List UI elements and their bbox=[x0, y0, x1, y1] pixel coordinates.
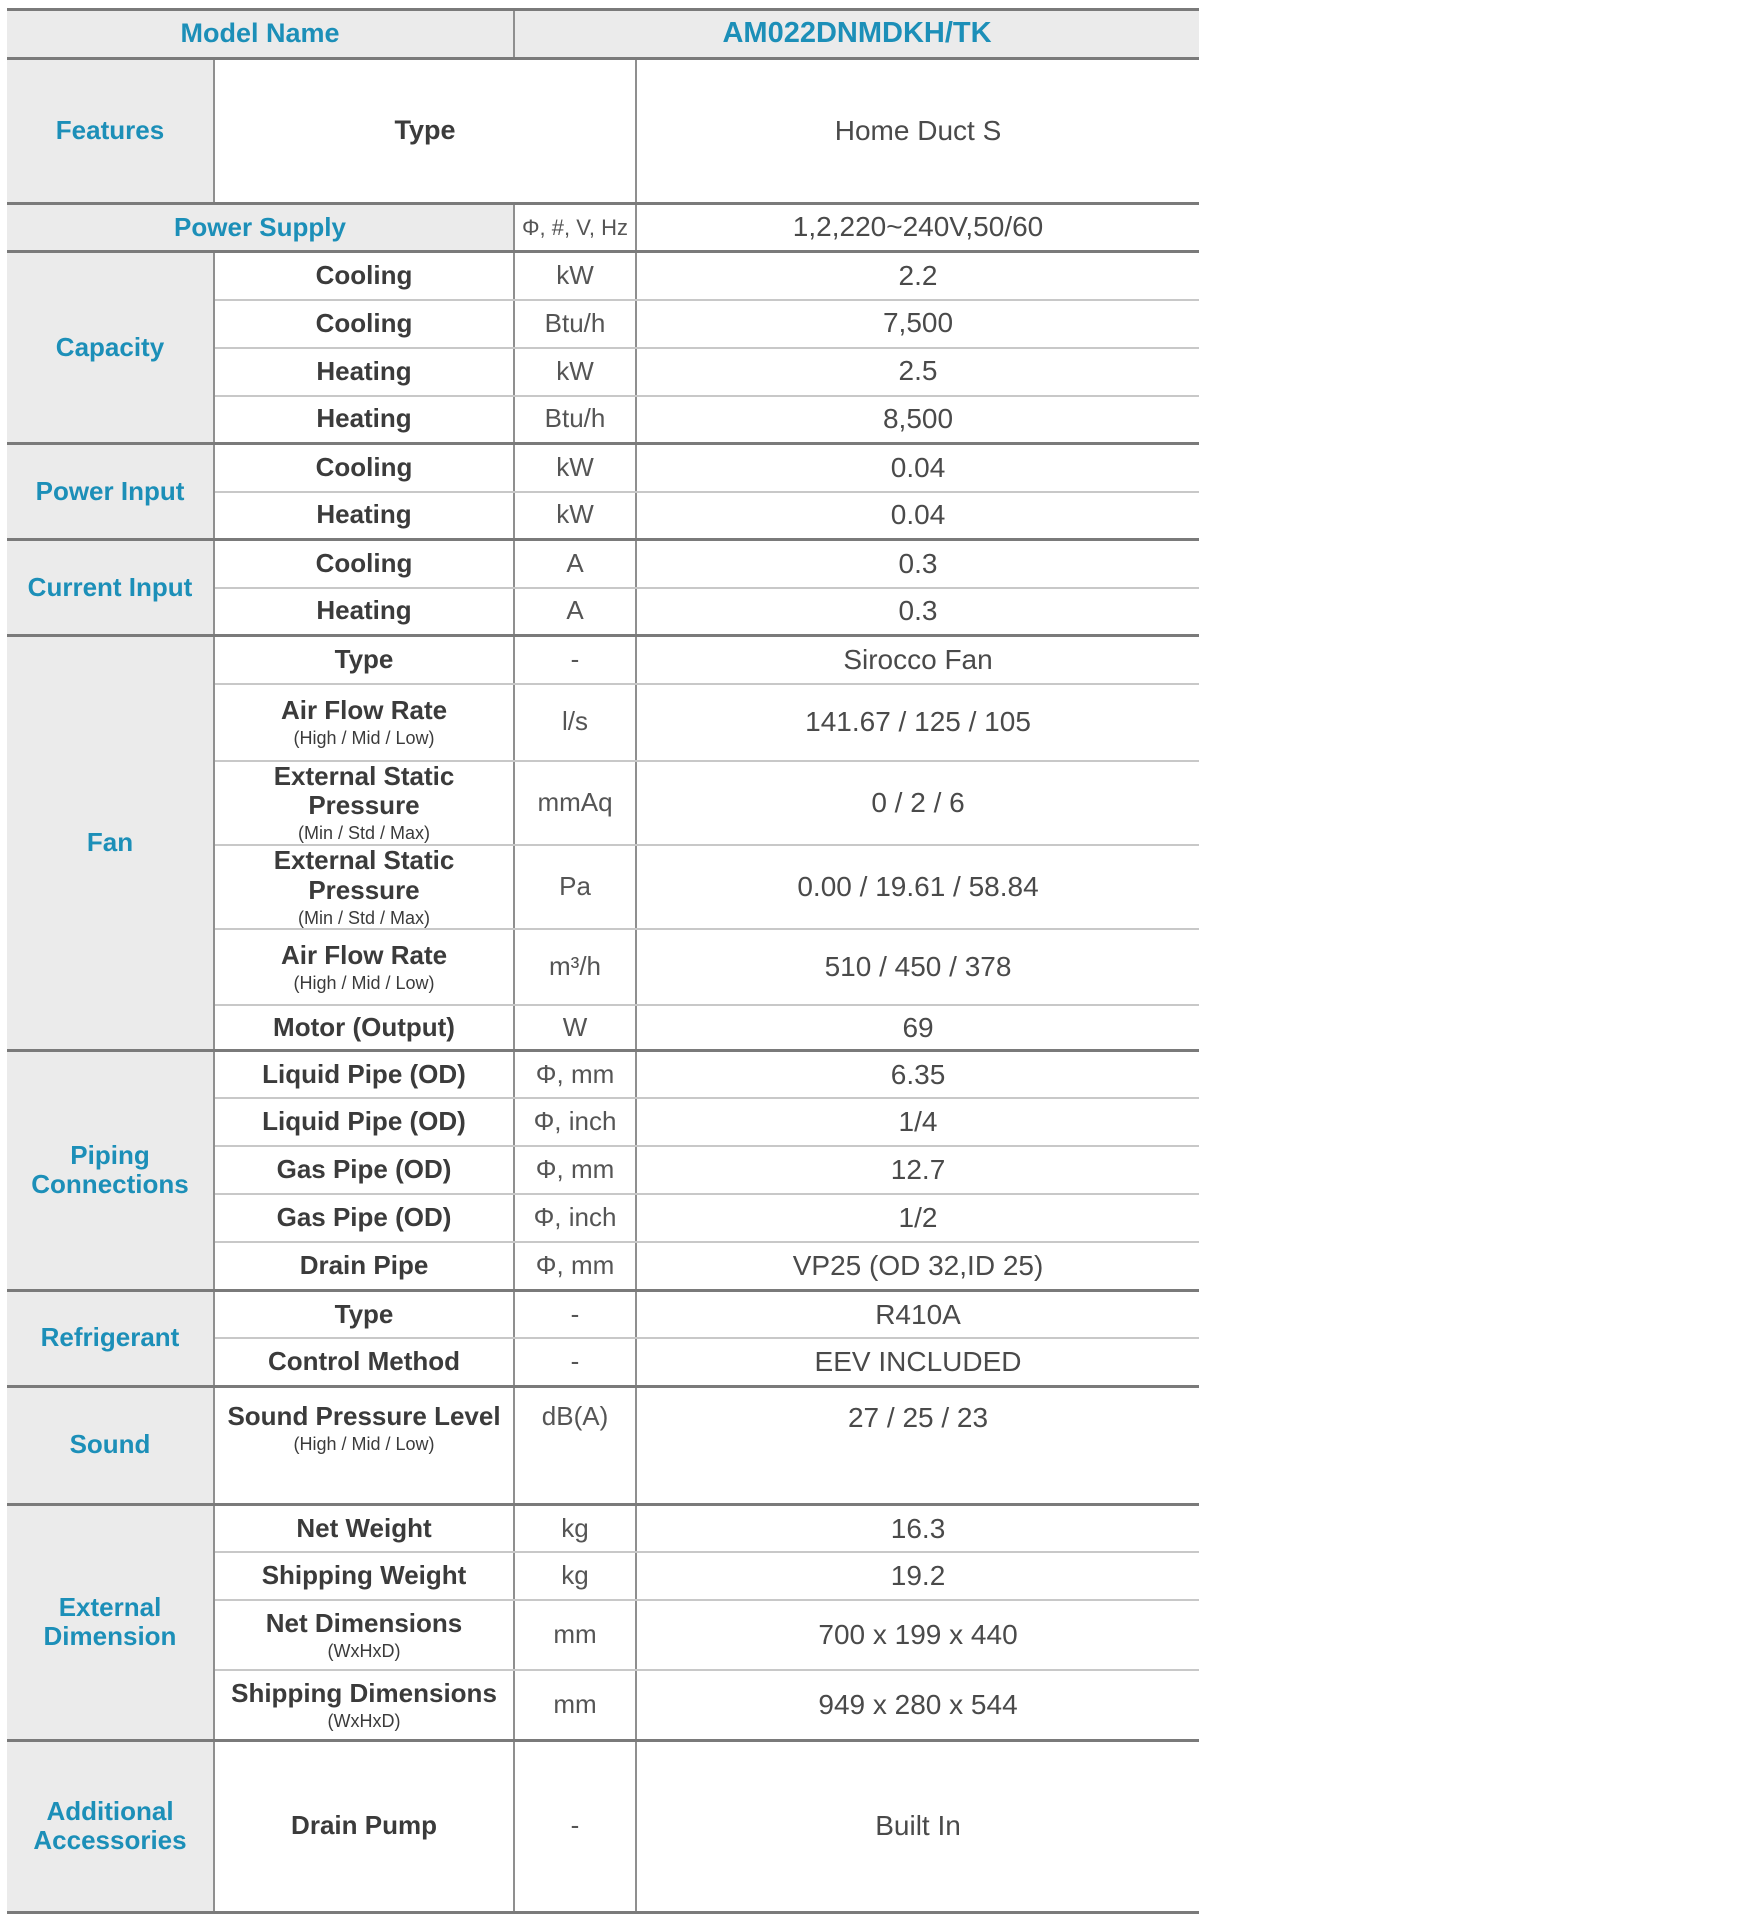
external-dimension-item-sub: (WxHxD) bbox=[327, 1641, 401, 1662]
current-input-unit: A bbox=[514, 540, 636, 588]
power-supply-row bbox=[7, 204, 1199, 252]
power-supply-value: 1,2,220~240V,50/60 bbox=[636, 204, 1199, 252]
fan-value: 141.67 / 125 / 105 bbox=[636, 684, 1199, 761]
external-dimension-item: Net Weight bbox=[214, 1504, 514, 1552]
power-input-value: 0.04 bbox=[636, 492, 1199, 540]
external-dimension-item-cell bbox=[214, 1670, 514, 1740]
current-input-item: Cooling bbox=[214, 540, 514, 588]
model-name-label: Model Name bbox=[7, 10, 514, 59]
sound-category: Sound bbox=[7, 1386, 214, 1504]
external-dimension-category bbox=[7, 1504, 214, 1740]
capacity-row bbox=[7, 252, 1199, 300]
external-dimension-item: Net Dimensions bbox=[265, 1608, 463, 1639]
fan-item-cell bbox=[214, 929, 514, 1005]
capacity-item: Heating bbox=[214, 348, 514, 396]
additional-accessories-category-line1: Additional bbox=[46, 1795, 174, 1826]
fan-item: External Static Pressure bbox=[273, 760, 455, 821]
power-input-unit: kW bbox=[514, 492, 636, 540]
fan-value: 0 / 2 / 6 bbox=[636, 761, 1199, 845]
external-dimension-unit: mm bbox=[514, 1670, 636, 1740]
current-input-unit: A bbox=[514, 588, 636, 636]
fan-value: Sirocco Fan bbox=[636, 636, 1199, 684]
piping-item: Drain Pipe bbox=[214, 1242, 514, 1290]
piping-row bbox=[7, 1050, 1199, 1098]
external-dimension-item: Shipping Dimensions bbox=[231, 1677, 497, 1708]
features-category: Features bbox=[7, 59, 214, 204]
external-dimension-item-cell bbox=[214, 1600, 514, 1670]
power-input-item: Heating bbox=[214, 492, 514, 540]
external-dimension-unit: kg bbox=[514, 1552, 636, 1600]
capacity-value: 7,500 bbox=[636, 300, 1199, 348]
capacity-unit: kW bbox=[514, 252, 636, 300]
external-dimension-unit: kg bbox=[514, 1504, 636, 1552]
fan-unit: mmAq bbox=[514, 761, 636, 845]
piping-value: VP25 (OD 32,ID 25) bbox=[636, 1242, 1199, 1290]
additional-accessories-item: Drain Pump bbox=[214, 1740, 514, 1912]
features-type-value: Home Duct S bbox=[636, 59, 1199, 204]
refrigerant-value: R410A bbox=[636, 1290, 1199, 1338]
piping-item: Liquid Pipe (OD) bbox=[214, 1098, 514, 1146]
fan-item: Air Flow Rate bbox=[280, 940, 448, 971]
capacity-unit: Btu/h bbox=[514, 300, 636, 348]
external-dimension-item-sub: (WxHxD) bbox=[327, 1710, 401, 1731]
power-input-category: Power Input bbox=[7, 444, 214, 540]
fan-unit: - bbox=[514, 636, 636, 684]
piping-unit: Φ, inch bbox=[514, 1194, 636, 1242]
sound-item-sub: (High / Mid / Low) bbox=[293, 1433, 435, 1454]
fan-value: 69 bbox=[636, 1005, 1199, 1050]
fan-item-sub: (High / Mid / Low) bbox=[293, 727, 435, 748]
piping-item: Liquid Pipe (OD) bbox=[214, 1050, 514, 1098]
capacity-category: Capacity bbox=[7, 252, 214, 444]
fan-unit: m³/h bbox=[514, 929, 636, 1005]
current-input-value: 0.3 bbox=[636, 540, 1199, 588]
piping-category-line2: Connections bbox=[31, 1169, 189, 1200]
piping-unit: Φ, mm bbox=[514, 1050, 636, 1098]
capacity-value: 2.2 bbox=[636, 252, 1199, 300]
fan-item: Motor (Output) bbox=[214, 1005, 514, 1050]
current-input-item: Heating bbox=[214, 588, 514, 636]
fan-value: 0.00 / 19.61 / 58.84 bbox=[636, 845, 1199, 929]
capacity-value: 2.5 bbox=[636, 348, 1199, 396]
piping-category-line1: Piping bbox=[70, 1139, 150, 1170]
fan-item: Air Flow Rate bbox=[280, 694, 448, 725]
features-row bbox=[7, 59, 1199, 204]
fan-item-cell bbox=[214, 684, 514, 761]
piping-value: 6.35 bbox=[636, 1050, 1199, 1098]
sound-item: Sound Pressure Level bbox=[227, 1400, 501, 1431]
piping-unit: Φ, mm bbox=[514, 1146, 636, 1194]
piping-value: 1/4 bbox=[636, 1098, 1199, 1146]
capacity-item: Cooling bbox=[214, 252, 514, 300]
capacity-unit: kW bbox=[514, 348, 636, 396]
fan-item-sub: (High / Mid / Low) bbox=[293, 973, 435, 994]
external-dimension-value: 949 x 280 x 544 bbox=[636, 1670, 1199, 1740]
power-input-value: 0.04 bbox=[636, 444, 1199, 492]
piping-item: Gas Pipe (OD) bbox=[214, 1146, 514, 1194]
current-input-category: Current Input bbox=[7, 540, 214, 636]
features-type-label: Type bbox=[214, 59, 636, 204]
capacity-value: 8,500 bbox=[636, 396, 1199, 444]
additional-accessories-category bbox=[7, 1740, 214, 1912]
capacity-unit: Btu/h bbox=[514, 396, 636, 444]
power-input-row bbox=[7, 444, 1199, 492]
fan-item-sub: (Min / Std / Max) bbox=[297, 907, 431, 928]
piping-value: 1/2 bbox=[636, 1194, 1199, 1242]
capacity-item: Cooling bbox=[214, 300, 514, 348]
sound-value: 27 / 25 / 23 bbox=[636, 1386, 1199, 1504]
fan-item-sub: (Min / Std / Max) bbox=[297, 823, 431, 844]
refrigerant-item: Type bbox=[214, 1290, 514, 1338]
external-dimension-category-line1: External bbox=[58, 1591, 162, 1622]
piping-value: 12.7 bbox=[636, 1146, 1199, 1194]
external-dimension-row bbox=[7, 1504, 1199, 1552]
refrigerant-unit: - bbox=[514, 1290, 636, 1338]
current-input-row bbox=[7, 540, 1199, 588]
fan-item: Type bbox=[214, 636, 514, 684]
sound-unit: dB(A) bbox=[514, 1386, 636, 1504]
fan-category: Fan bbox=[7, 636, 214, 1051]
piping-unit: Φ, inch bbox=[514, 1098, 636, 1146]
fan-unit: l/s bbox=[514, 684, 636, 761]
external-dimension-item: Shipping Weight bbox=[214, 1552, 514, 1600]
additional-accessories-value: Built In bbox=[636, 1740, 1199, 1912]
fan-item-cell bbox=[214, 761, 514, 845]
header-row bbox=[7, 10, 1199, 59]
fan-unit: Pa bbox=[514, 845, 636, 929]
spec-table bbox=[7, 8, 1199, 1914]
piping-category bbox=[7, 1050, 214, 1290]
power-supply-category: Power Supply bbox=[7, 204, 514, 252]
refrigerant-unit: - bbox=[514, 1338, 636, 1386]
current-input-value: 0.3 bbox=[636, 588, 1199, 636]
refrigerant-value: EEV INCLUDED bbox=[636, 1338, 1199, 1386]
additional-accessories-category-line2: Accessories bbox=[33, 1825, 187, 1856]
sound-item-cell bbox=[214, 1386, 514, 1504]
piping-item: Gas Pipe (OD) bbox=[214, 1194, 514, 1242]
capacity-item: Heating bbox=[214, 396, 514, 444]
power-supply-unit: Φ, #, V, Hz bbox=[514, 204, 636, 252]
fan-value: 510 / 450 / 378 bbox=[636, 929, 1199, 1005]
external-dimension-value: 19.2 bbox=[636, 1552, 1199, 1600]
refrigerant-row bbox=[7, 1290, 1199, 1338]
sound-row bbox=[7, 1386, 1199, 1504]
external-dimension-category-line2: Dimension bbox=[43, 1621, 177, 1652]
fan-unit: W bbox=[514, 1005, 636, 1050]
fan-item: External Static Pressure bbox=[273, 844, 455, 905]
external-dimension-unit: mm bbox=[514, 1600, 636, 1670]
power-input-item: Cooling bbox=[214, 444, 514, 492]
model-name-value: AM022DNMDKH/TK bbox=[514, 10, 1199, 59]
external-dimension-value: 16.3 bbox=[636, 1504, 1199, 1552]
refrigerant-category: Refrigerant bbox=[7, 1290, 214, 1386]
external-dimension-value: 700 x 199 x 440 bbox=[636, 1600, 1199, 1670]
fan-item-cell bbox=[214, 845, 514, 929]
refrigerant-item: Control Method bbox=[214, 1338, 514, 1386]
power-input-unit: kW bbox=[514, 444, 636, 492]
piping-unit: Φ, mm bbox=[514, 1242, 636, 1290]
fan-row bbox=[7, 636, 1199, 684]
additional-accessories-row bbox=[7, 1740, 1199, 1912]
additional-accessories-unit: - bbox=[514, 1740, 636, 1912]
